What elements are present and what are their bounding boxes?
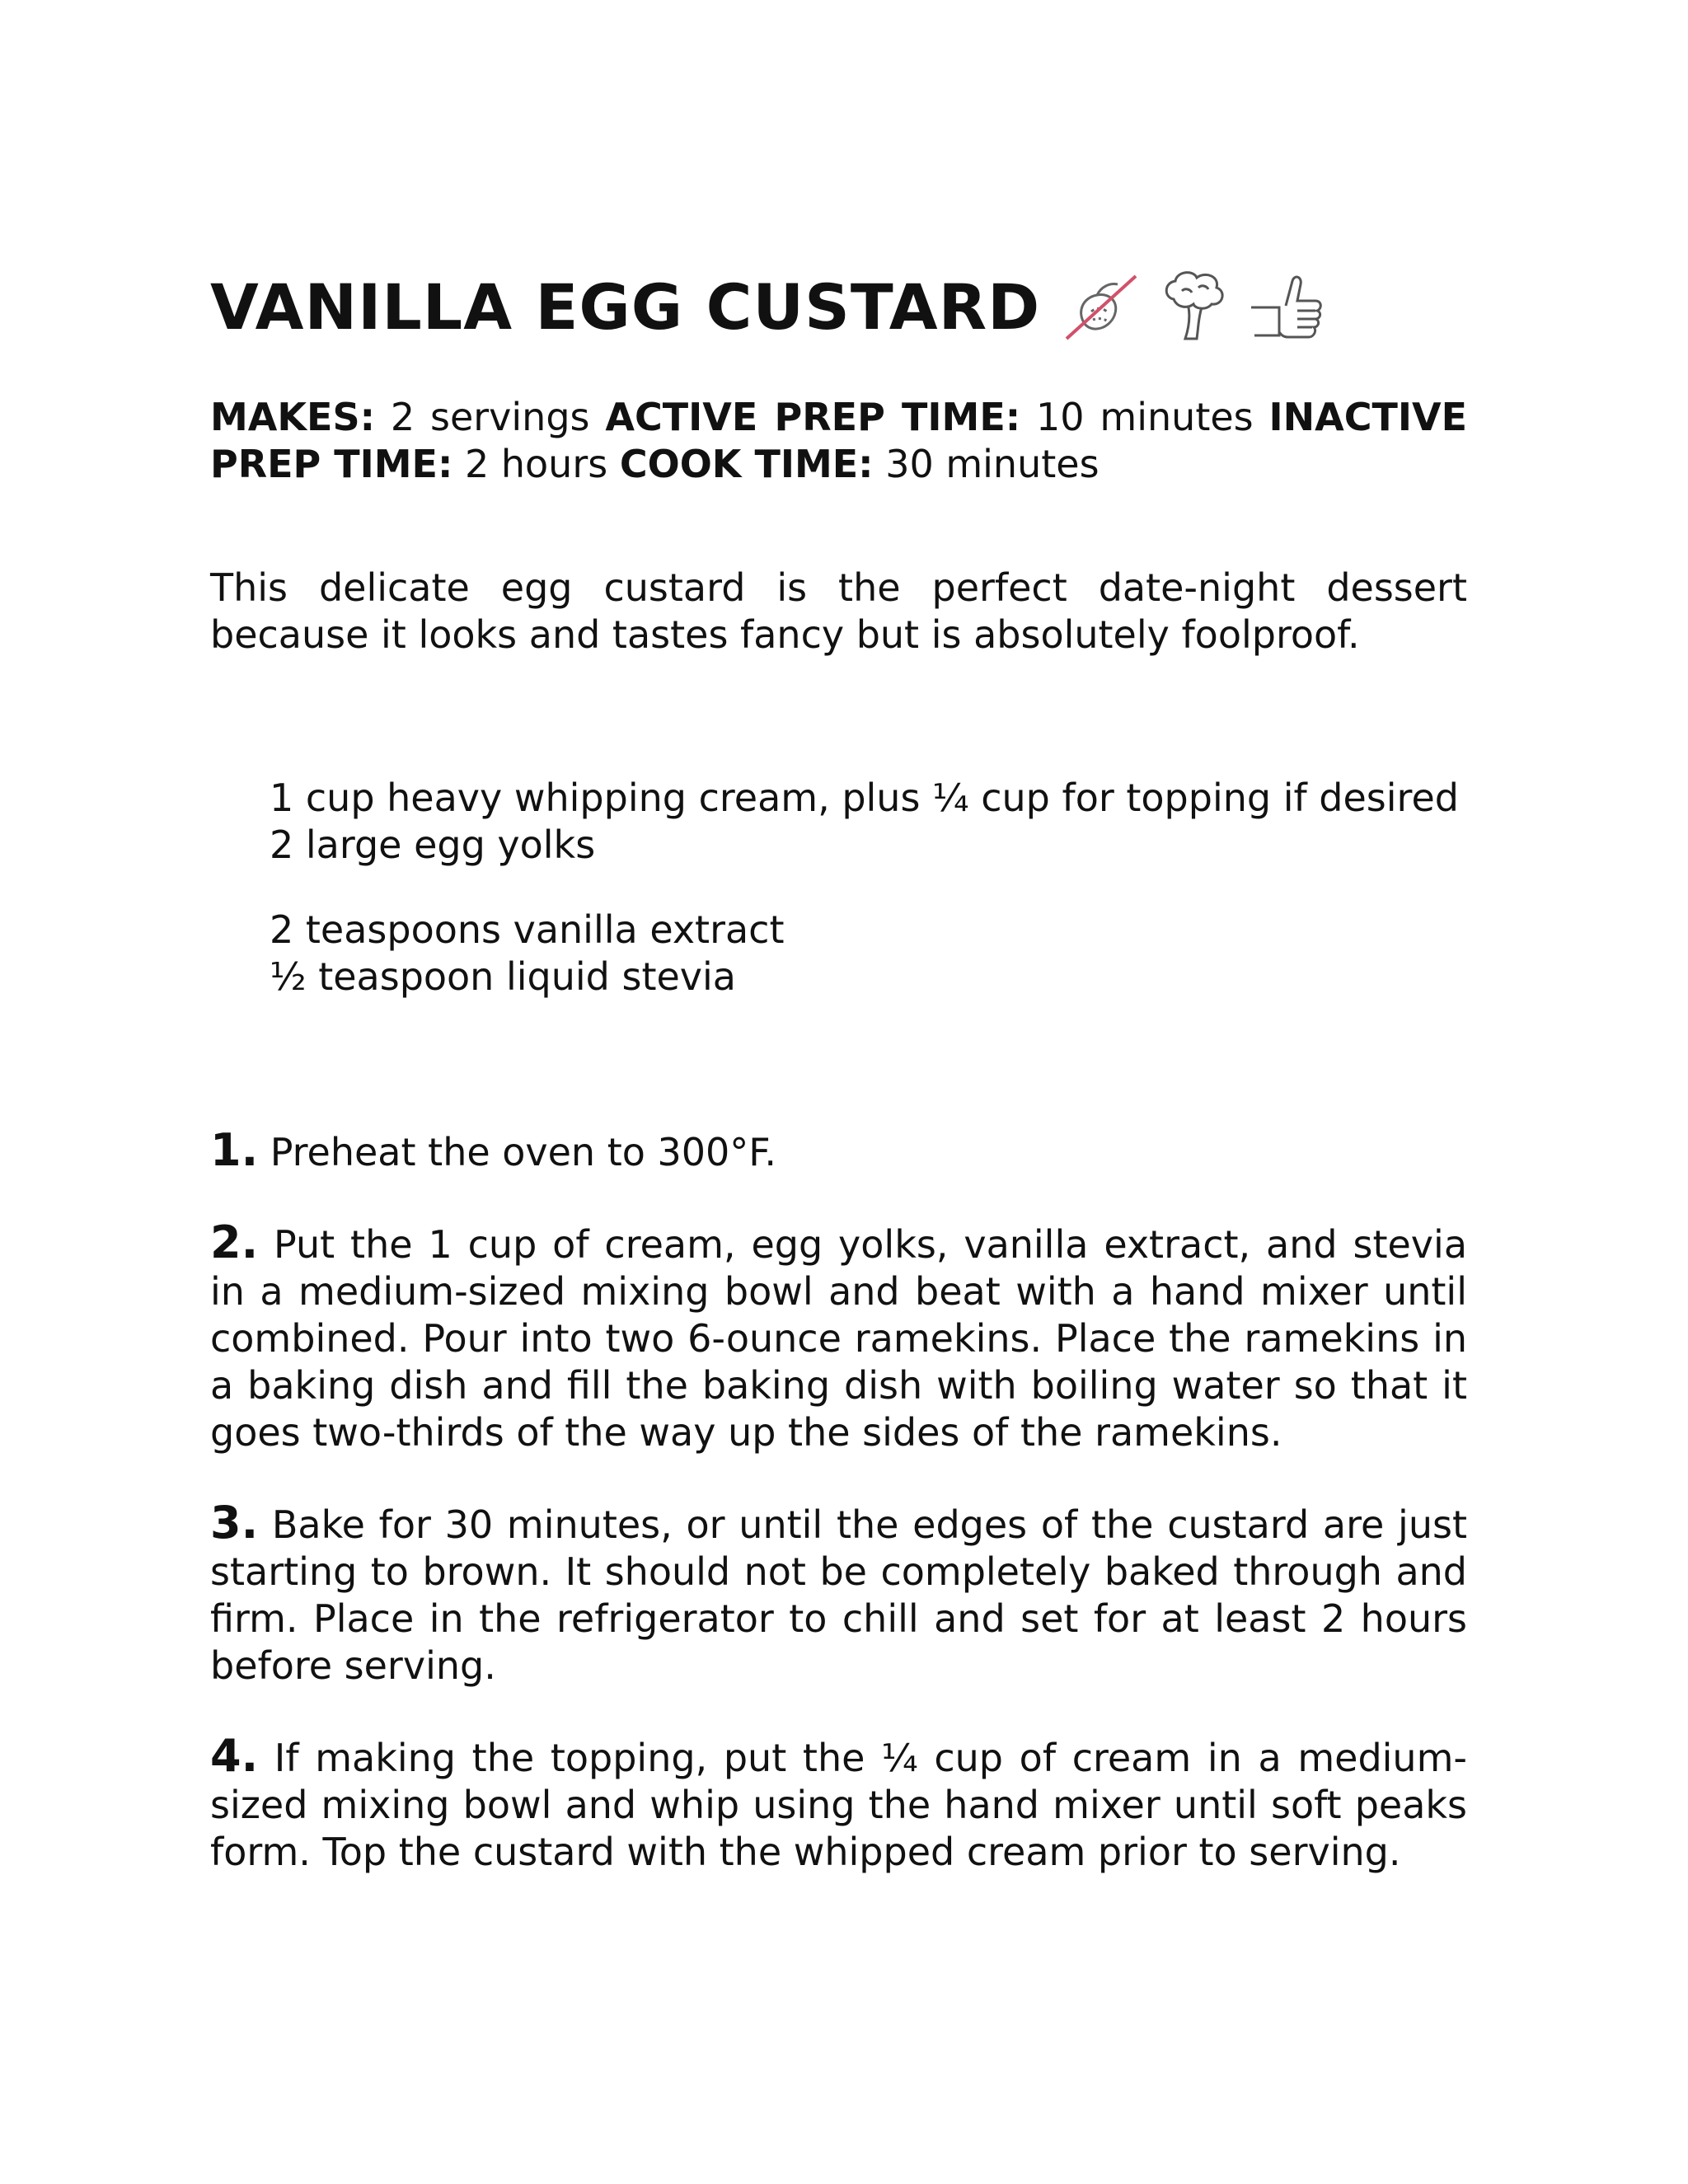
step-text: Preheat the oven to 300°F. xyxy=(270,1130,777,1174)
inactive-prep-label: INACTIVE PREP TIME: xyxy=(210,395,1467,486)
instruction-list xyxy=(210,1124,1468,1919)
thumbs-up-icon xyxy=(1246,266,1329,349)
instruction-step xyxy=(210,1216,1468,1456)
ingredient-item: 1 cup heavy whipping cream, plus ¼ cup for topping if desired xyxy=(270,776,1459,820)
broccoli-icon xyxy=(1157,266,1231,349)
diet-icons xyxy=(1060,262,1329,353)
cook-time-label: COOK TIME: xyxy=(619,442,874,486)
recipe-meta xyxy=(210,394,1467,488)
step-text: Bake for 30 minutes, or until the edges of the custard are just starting to brown. It should not be completely baked through and firm. Place in the refrigerator to chill and set for at least 2 hours before serving. xyxy=(210,1502,1467,1688)
step-number: 4. xyxy=(210,1730,259,1782)
step-number: 1. xyxy=(210,1124,259,1176)
recipe-page xyxy=(210,0,1467,2184)
makes-label: MAKES: xyxy=(210,395,375,439)
ingredient-item: 2 teaspoons vanilla extract xyxy=(270,907,785,952)
step-text: If making the topping, put the ¼ cup of cream in a medium-sized mixing bowl and whip using the hand mixer until soft peaks form. Top the custard with the whipped cream prior to serving. xyxy=(210,1736,1467,1874)
recipe-title: VANILLA EGG CUSTARD xyxy=(210,270,1041,344)
ingredient-item: 2 large egg yolks xyxy=(270,823,596,867)
step-number: 2. xyxy=(210,1216,259,1268)
recipe-intro: This delicate egg custard is the perfect date-night dessert because it looks and tastes fancy but is absolutely foolproof. xyxy=(210,565,1467,657)
ingredient-list xyxy=(210,775,1467,1001)
instruction-step xyxy=(210,1732,1467,1876)
cook-time-value: 30 minutes xyxy=(885,442,1100,486)
active-prep-value: 10 minutes xyxy=(1036,395,1254,439)
makes-value: 2 servings xyxy=(390,395,590,439)
step-text: Put the 1 cup of cream, egg yolks, vanilla extract, and stevia in a medium-sized mixing bowl and beat with a hand mixer until combined. Pour into two 6-ounce ramekins. Place the ramekins in a baking dish and fill the baking dish with boiling water so that it goes two-thirds of the way up the sides of the ramekins. xyxy=(210,1222,1468,1455)
no-nut-icon xyxy=(1060,266,1142,349)
step-number: 3. xyxy=(210,1497,259,1549)
ingredient-item: ½ teaspoon liquid stevia xyxy=(270,954,736,999)
active-prep-label: ACTIVE PREP TIME: xyxy=(605,395,1021,439)
inactive-prep-value: 2 hours xyxy=(465,442,608,486)
instruction-step xyxy=(210,1124,1467,1176)
title-row xyxy=(210,262,1329,353)
instruction-step xyxy=(210,1499,1467,1690)
